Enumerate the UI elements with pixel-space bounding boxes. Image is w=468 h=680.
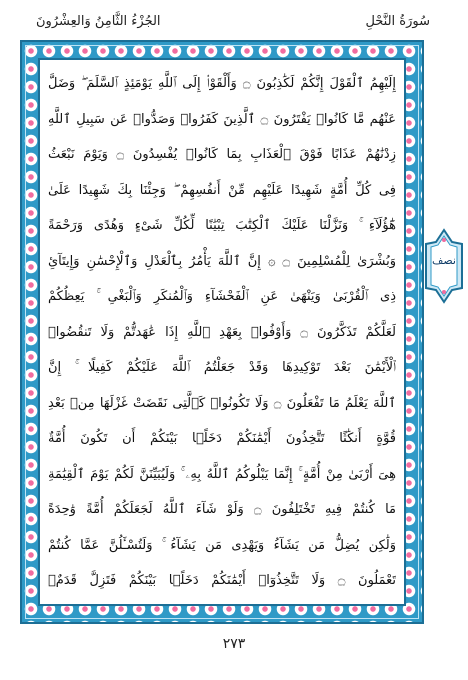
text-line-8: لَعَلَّكُمْ تَذَكَّرُونَ ۝ وَأَوْفُوا۟ بِعَهْدِ ٱللَّهِ إِذَا عَٰهَدتُّمْ وَلَا تَنقُضُوا۟: [48, 324, 396, 340]
text-line-3: زِدْنَٰهُمْ عَذَابًا فَوْقَ ٱلْعَذَابِ بِمَا كَانُوا۟ يُفْسِدُونَ ۝ وَيَوْمَ نَبْعَثُ: [48, 147, 396, 162]
text-line-14: وَلَٰكِن يُضِلُّ مَن يَشَآءُ وَيَهْدِى مَن يَشَآءُ ۚ وَلَتُسْـَٔلُنَّ عَمَّا كُنتُمْ: [48, 537, 396, 553]
page-number: ٢٧٣: [222, 636, 246, 652]
hizb-marker-label: نصف: [432, 254, 456, 267]
text-line-2: عَنْهُم مَّا كَانُوا۟ يَفْتَرُونَ ۝ ٱلَّذِينَ كَفَرُوا۟ وَصَدُّوا۟ عَن سَبِيلِ ٱللَّهِ: [48, 111, 396, 127]
hizb-marker: [422, 228, 466, 304]
text-line-11: قُوَّةٍ أَنكَٰثًا تَتَّخِذُونَ أَيْمَٰنَكُمْ دَخَلًۢا بَيْنَكُمْ أَن تَكُونَ أُمَّةٌ: [48, 431, 396, 446]
text-line-10: ٱللَّهَ يَعْلَمُ مَا تَفْعَلُونَ ۝ وَلَا تَكُونُوا۟ كَٱلَّتِى نَقَضَتْ غَزْلَهَا مِنۢ بَعْدِ: [48, 395, 396, 411]
juz-label: الجُزْءُ الثَّامِنُ وَالعِشْرُونَ: [36, 14, 161, 29]
ornamental-frame: [20, 40, 424, 624]
text-line-5: هَٰٓؤُلَآءِ ۚ وَنَزَّلْنَا عَلَيْكَ ٱلْكِتَٰبَ تِبْيَٰنًا لِّكُلِّ شَىْءٍ وَهُدًى وَرَحْمَةً: [48, 218, 396, 233]
text-line-12: هِىَ أَرْبَىٰ مِنْ أُمَّةٍ ۚ إِنَّمَا يَبْلُوكُمُ ٱللَّهُ بِهِۦ ۚ وَلَيُبَيِّنَنَّ لَكُمْ يَوْمَ ٱلْقِيَٰمَةِ: [48, 466, 396, 482]
text-line-1: إِلَيْهِمُ ٱلْقَوْلَ إِنَّكُمْ لَكَٰذِبُونَ ۝ وَأَلْقَوْا۟ إِلَى ٱللَّهِ يَوْمَئِذٍ ٱلسَّلَمَ ۖ وَضَلَّ: [48, 76, 396, 91]
text-line-4: فِى كُلِّ أُمَّةٍ شَهِيدًا عَلَيْهِم مِّنْ أَنفُسِهِمْ ۖ وَجِئْنَا بِكَ شَهِيدًا عَلَىٰ: [48, 182, 396, 198]
text-line-13: مَا كُنتُمْ فِيهِ تَخْتَلِفُونَ ۝ وَلَوْ شَآءَ ٱللَّهُ لَجَعَلَكُمْ أُمَّةً وَٰحِدَةً: [48, 502, 396, 517]
text-line-6: وَبُشْرَىٰ لِلْمُسْلِمِينَ ۝ ۞ إِنَّ ٱللَّهَ يَأْمُرُ بِٱلْعَدْلِ وَٱلْإِحْسَٰنِ وَإِيتَآئِ: [48, 253, 396, 269]
text-line-9: ٱلْأَيْمَٰنَ بَعْدَ تَوْكِيدِهَا وَقَدْ جَعَلْتُمُ ٱللَّهَ عَلَيْكُمْ كَفِيلًا ۚ إِنَّ: [48, 360, 396, 375]
text-panel: [38, 58, 406, 606]
surah-name: سُورَةُ النَّحْلِ: [365, 14, 430, 29]
text-line-7: ذِى ٱلْقُرْبَىٰ وَيَنْهَىٰ عَنِ ٱلْفَحْشَآءِ وَٱلْمُنكَرِ وَٱلْبَغْىِ ۚ يَعِظُكُمْ: [48, 289, 396, 304]
text-line-15: تَعْمَلُونَ ۝ وَلَا تَتَّخِذُوٓا۟ أَيْمَٰنَكُمْ دَخَلًۢا بَيْنَكُمْ فَتَزِلَّ قَدَمٌۢ: [48, 573, 396, 588]
quran-text: [48, 66, 396, 599]
